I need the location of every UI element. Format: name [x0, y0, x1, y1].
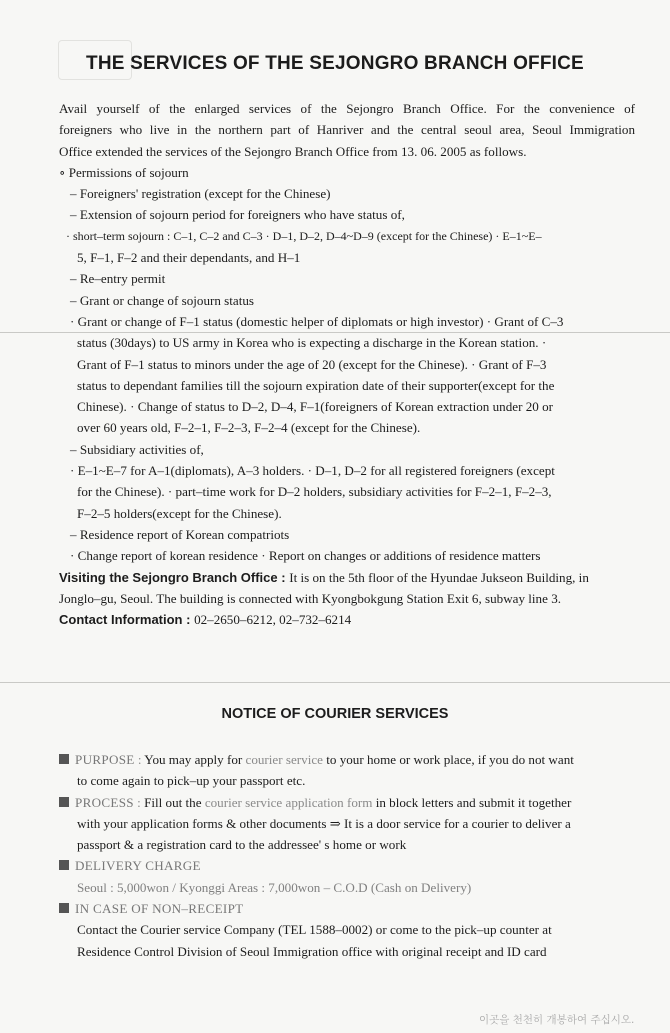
- visiting-line: Jonglo–gu, Seoul. The building is connected with Kyongbokgung Station Exit 6, subway line 3.: [59, 590, 562, 606]
- page-title: THE SERVICES OF THE SEJONGRO BRANCH OFFICE: [86, 53, 584, 74]
- square-bullet-icon: [59, 903, 69, 913]
- contact-value: 02–2650–6212, 02–732–6214: [194, 612, 352, 628]
- list-item: – Extension of sojourn period for foreigners who have status of,: [70, 207, 405, 223]
- intro-line: Office extended the services of the Sejongro Branch Office from 13. 06. 2005 as follows.: [59, 143, 527, 159]
- list-item: status (30days) to US army in Korea who is expecting a discharge in the Korean station. ·: [77, 335, 547, 351]
- nonreceipt-section: [59, 898, 635, 919]
- square-bullet-icon: [59, 797, 69, 807]
- list-item: – Residence report of Korean compatriots: [70, 526, 290, 542]
- list-item: – Re–entry permit: [70, 271, 166, 287]
- footer-note: 이곳을 천천히 개봉하여 주십시오.: [479, 1014, 635, 1026]
- list-item: · Grant or change of F–1 status (domestic helper of diplomats or high investor) · Grant of C–3: [70, 313, 564, 329]
- delivery-section: [59, 855, 635, 876]
- list-item: over 60 years old, F–2–1, F–2–3, F–2–4 (except for the Chinese).: [77, 420, 421, 436]
- square-bullet-icon: [59, 754, 69, 764]
- section-heading: IN CASE OF NON–RECEIPT: [75, 901, 244, 917]
- list-item: – Foreigners' registration (except for the Chinese): [70, 186, 331, 202]
- process-section: PROCESS : Fill out the courier service application form in block letters and submit it together: [59, 792, 635, 813]
- list-item: 5, F–1, F–2 and their dependants, and H–1: [77, 250, 301, 266]
- visiting-line: Visiting the Sejongro Branch Office : It is on the 5th floor of the Hyundae Jukseon Building, in: [59, 569, 589, 585]
- list-item: · E–1~E–7 for A–1(diplomats), A–3 holders. · D–1, D–2 for all registered foreigners (except: [70, 463, 555, 479]
- contact-line: Contact Information : 02–2650–6212, 02–732–6214: [59, 612, 352, 628]
- list-item: – Grant or change of sojourn status: [70, 292, 254, 308]
- services-body: [59, 98, 635, 630]
- visiting-label: Visiting the Sejongro Branch Office: [59, 569, 278, 585]
- section-heading: DELIVERY CHARGE: [75, 858, 201, 874]
- list-item: for the Chinese). · part–time work for D–2 holders, subsidiary activities for F–2–1, F–2–3,: [77, 484, 552, 500]
- section-text: with your application forms & other documents ⇒ It is a door service for a courier to deliver a: [77, 815, 571, 831]
- visiting-text: It is on the 5th floor of the Hyundae Jukseon Building, in: [289, 569, 589, 585]
- list-item: Chinese). · Change of status to D–2, D–4, F–1(foreigners of Korean extraction under 20 or: [77, 399, 553, 415]
- section-text: to come again to pick–up your passport etc.: [77, 773, 306, 789]
- list-item: · Change report of korean residence · Report on changes or additions of residence matters: [70, 548, 541, 564]
- purpose-section: PURPOSE : You may apply for courier service to your home or work place, if you do not want: [59, 749, 635, 770]
- intro-line: foreigners who live in the northern part of Hanriver and the central seoul area, Seoul Immigration: [59, 122, 635, 138]
- contact-label: Contact Information: [59, 612, 183, 628]
- section-heading: PROCESS: [75, 794, 134, 810]
- intro-line: Avail yourself of the enlarged services of the Sejongro Branch Office. For the convenience of: [59, 101, 635, 116]
- list-item: – Subsidiary activities of,: [70, 441, 204, 457]
- fold-line: [0, 682, 670, 683]
- list-item: · short–term sojourn : C–1, C–2 and C–3 · D–1, D–2, D–4~D–9 (except for the Chinese) · E–1~E–: [66, 228, 542, 243]
- section-text: passport & a registration card to the addressee' s home or work: [77, 837, 407, 853]
- notice-title: NOTICE OF COURIER SERVICES: [221, 706, 449, 722]
- list-item: F–2–5 holders(except for the Chinese).: [77, 505, 282, 521]
- section-text: Seoul : 5,000won / Kyonggi Areas : 7,000won – C.O.D (Cash on Delivery): [77, 879, 472, 895]
- list-item: status to dependant families till the sojourn expiration date of their supporter(except for the: [77, 377, 555, 393]
- list-item: Grant of F–1 status to minors under the age of 20 (except for the Chinese). · Grant of F–3: [77, 356, 547, 372]
- section-text: Residence Control Division of Seoul Immigration office with original receipt and ID card: [77, 943, 547, 959]
- notice-body: [59, 749, 635, 962]
- square-bullet-icon: [59, 860, 69, 870]
- section-text: Contact the Courier service Company (TEL 1588–0002) or come to the pick–up counter at: [77, 922, 552, 938]
- sojourn-heading: ∘ Permissions of sojourn: [59, 164, 189, 180]
- section-heading: PURPOSE: [75, 752, 135, 767]
